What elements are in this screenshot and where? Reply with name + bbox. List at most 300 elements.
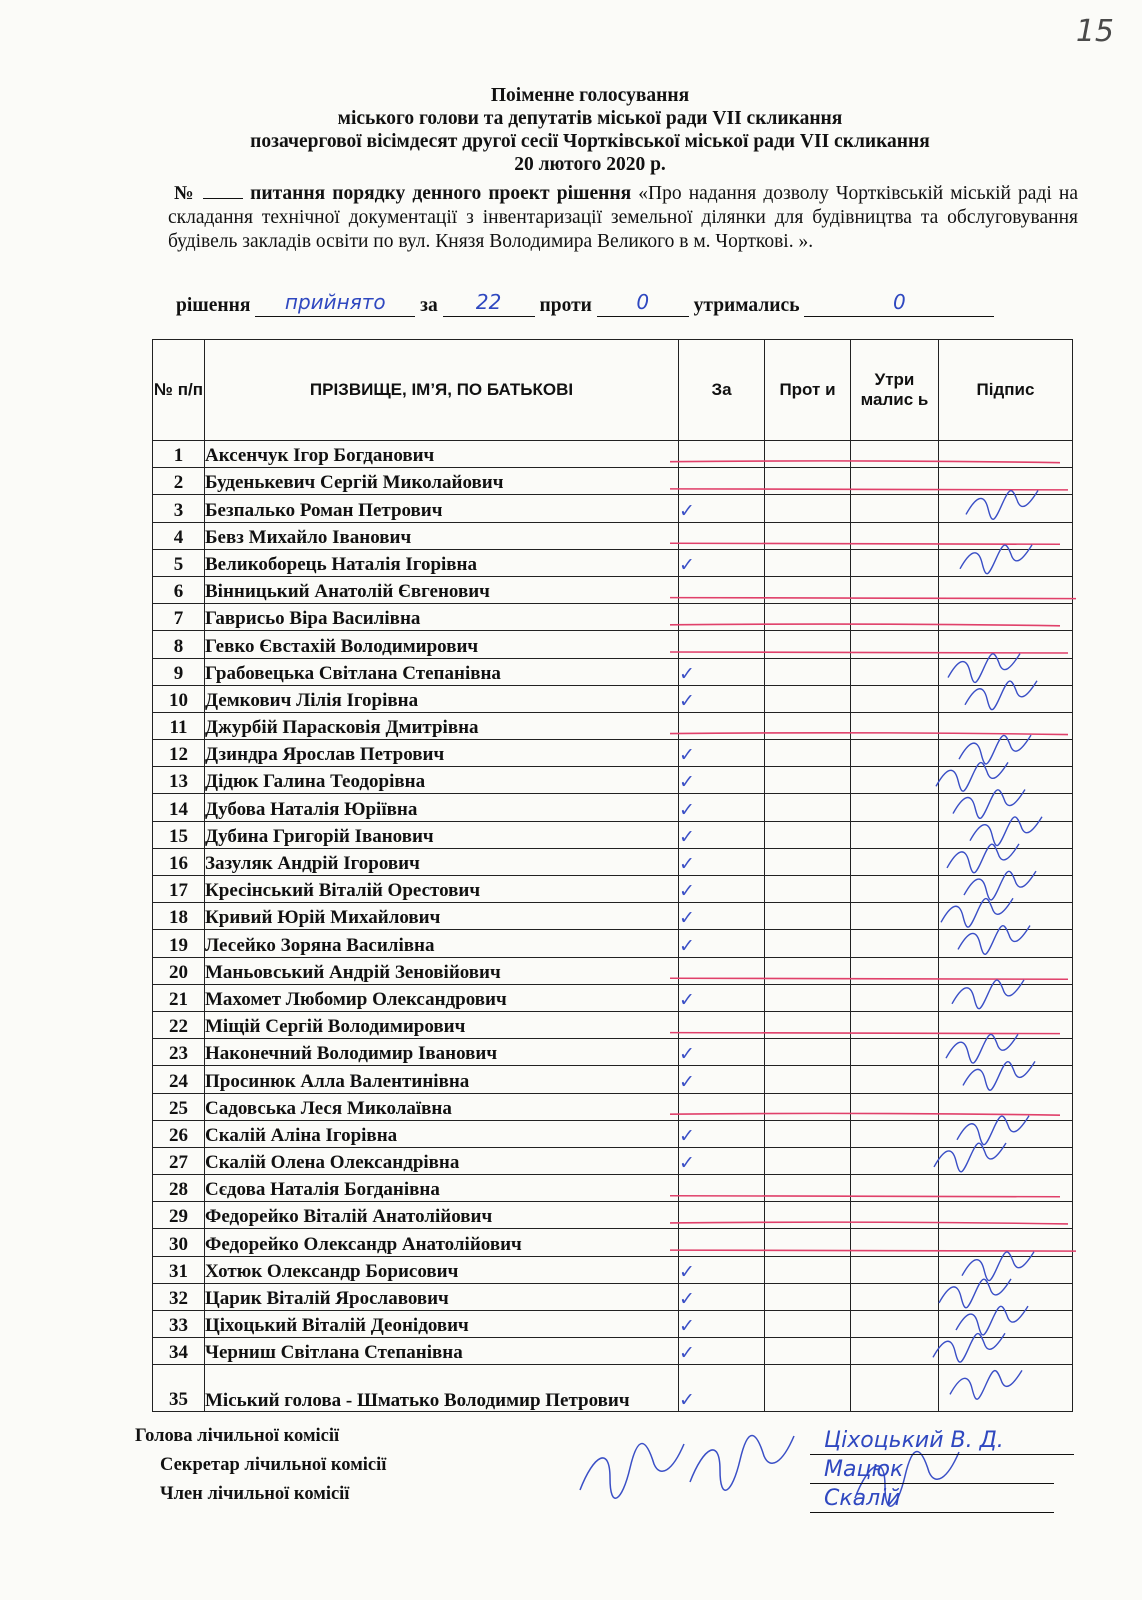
row-abstained-cell <box>851 848 939 875</box>
row-name: Садовська Леся Миколаївна <box>205 1093 679 1120</box>
table-row <box>153 1365 1073 1412</box>
row-number: 33 <box>153 1311 205 1338</box>
row-number: 28 <box>153 1175 205 1202</box>
row-abstained-cell <box>851 1338 939 1365</box>
title-line-3: позачергової вісімдесят другої сесії Чортківської міської ради VII скликання <box>250 131 930 152</box>
voting-table <box>152 339 1073 1412</box>
row-for-cell <box>679 1311 765 1338</box>
row-for-cell <box>679 631 765 658</box>
footer-chair-name: Ціхоцький В. Д. <box>810 1428 1074 1455</box>
row-abstained-cell <box>851 441 939 468</box>
row-number: 21 <box>153 984 205 1011</box>
row-name: Дзиндра Ярослав Петрович <box>205 740 679 767</box>
table-row <box>153 876 1073 903</box>
row-number: 25 <box>153 1093 205 1120</box>
row-name: Скалій Аліна Ігорівна <box>205 1120 679 1147</box>
for-value: 22 <box>443 290 535 317</box>
check-mark: ✓ <box>679 689 695 712</box>
title-line-4: 20 лютого 2020 р. <box>514 154 666 175</box>
row-number: 7 <box>153 604 205 631</box>
row-for-cell <box>679 821 765 848</box>
row-signature-cell <box>939 957 1073 984</box>
row-signature-cell <box>939 1039 1073 1066</box>
table-row <box>153 522 1073 549</box>
row-for-cell <box>679 522 765 549</box>
row-name: Аксенчук Ігор Богданович <box>205 441 679 468</box>
check-mark: ✓ <box>679 880 695 903</box>
row-against-cell <box>765 1311 851 1338</box>
row-for-cell <box>679 468 765 495</box>
row-number: 22 <box>153 1011 205 1038</box>
row-name: Бевз Михайло Іванович <box>205 522 679 549</box>
row-name: Ціхоцький Віталій Деонідович <box>205 1311 679 1338</box>
row-abstained-cell <box>851 685 939 712</box>
row-abstained-cell <box>851 903 939 930</box>
row-name: Дубова Наталія Юріївна <box>205 794 679 821</box>
row-name: Федорейко Олександр Анатолійович <box>205 1229 679 1256</box>
row-for-cell <box>679 1175 765 1202</box>
row-signature-cell <box>939 794 1073 821</box>
row-against-cell <box>765 821 851 848</box>
row-abstained-cell <box>851 821 939 848</box>
table-row <box>153 495 1073 522</box>
check-mark: ✓ <box>679 1342 695 1365</box>
row-number: 19 <box>153 930 205 957</box>
row-abstained-cell <box>851 1011 939 1038</box>
table-row <box>153 1256 1073 1283</box>
row-abstained-cell <box>851 1311 939 1338</box>
row-abstained-cell <box>851 576 939 603</box>
row-against-cell <box>765 1066 851 1093</box>
title-line-1: Поіменне голосування <box>490 85 690 106</box>
question-text: «Про надання дозволу Чортківській міській раді на складання технічної документації з інвентаризації земельної ділянки для будівництва та обслуговування будівель закладів освіти по вул. Князя Володимира Великого в м. Чорткові. ». <box>168 183 1079 252</box>
row-number: 6 <box>153 576 205 603</box>
row-signature-cell <box>939 903 1073 930</box>
row-abstained-cell <box>851 930 939 957</box>
row-number: 29 <box>153 1202 205 1229</box>
row-for-cell <box>679 957 765 984</box>
row-against-cell <box>765 712 851 739</box>
row-for-cell <box>679 767 765 794</box>
table-row <box>153 767 1073 794</box>
table-row <box>153 1311 1073 1338</box>
table-row <box>153 441 1073 468</box>
footer-secretary-name: Мацюк <box>810 1457 1054 1484</box>
row-name: Дубина Григорій Іванович <box>205 821 679 848</box>
footer-member-name: Скалій <box>810 1486 1054 1513</box>
check-mark: ✓ <box>679 1124 695 1147</box>
row-against-cell <box>765 1011 851 1038</box>
row-signature-cell <box>939 1283 1073 1310</box>
table-row <box>153 740 1073 767</box>
row-number: 34 <box>153 1338 205 1365</box>
row-name: Зазуляк Андрій Ігорович <box>205 848 679 875</box>
row-against-cell <box>765 794 851 821</box>
row-for-cell <box>679 1039 765 1066</box>
row-name: Наконечний Володимир Іванович <box>205 1039 679 1066</box>
table-row <box>153 1093 1073 1120</box>
row-abstained-cell <box>851 468 939 495</box>
table-row <box>153 1066 1073 1093</box>
check-mark: ✓ <box>679 1043 695 1066</box>
row-number: 20 <box>153 957 205 984</box>
row-name: Маньовський Андрій Зеновійович <box>205 957 679 984</box>
decision-value: прийнято <box>255 290 415 317</box>
row-for-cell <box>679 740 765 767</box>
table-row <box>153 794 1073 821</box>
row-for-cell <box>679 930 765 957</box>
row-signature-cell <box>939 1311 1073 1338</box>
row-against-cell <box>765 984 851 1011</box>
check-mark: ✓ <box>679 1315 695 1338</box>
row-abstained-cell <box>851 604 939 631</box>
row-against-cell <box>765 1039 851 1066</box>
row-number: 32 <box>153 1283 205 1310</box>
row-abstained-cell <box>851 495 939 522</box>
agenda-question <box>168 182 1078 254</box>
row-against-cell <box>765 1147 851 1174</box>
row-for-cell <box>679 876 765 903</box>
header-name: ПРІЗВИЩЕ, ІМ’Я, ПО БАТЬКОВІ <box>205 340 679 441</box>
row-against-cell <box>765 549 851 576</box>
row-number: 18 <box>153 903 205 930</box>
row-against-cell <box>765 1175 851 1202</box>
row-abstained-cell <box>851 1229 939 1256</box>
table-row <box>153 1283 1073 1310</box>
row-abstained-cell <box>851 1202 939 1229</box>
row-for-cell <box>679 495 765 522</box>
row-for-cell <box>679 1011 765 1038</box>
row-name: Царик Віталій Ярославович <box>205 1283 679 1310</box>
row-abstained-cell <box>851 549 939 576</box>
abstained-label: утримались <box>693 295 800 316</box>
row-signature-cell <box>939 1338 1073 1365</box>
row-against-cell <box>765 576 851 603</box>
check-mark: ✓ <box>679 1288 695 1310</box>
row-number: 10 <box>153 685 205 712</box>
row-signature-cell <box>939 1256 1073 1283</box>
row-name: Просинюк Алла Валентинівна <box>205 1066 679 1093</box>
table-row <box>153 576 1073 603</box>
row-for-cell <box>679 1365 765 1412</box>
row-abstained-cell <box>851 1147 939 1174</box>
row-against-cell <box>765 1283 851 1310</box>
row-for-cell <box>679 1338 765 1365</box>
row-signature-cell <box>939 712 1073 739</box>
footer-signature-scribble <box>580 1444 684 1499</box>
row-signature-cell <box>939 1093 1073 1120</box>
check-mark: ✓ <box>679 798 695 821</box>
row-signature-cell <box>939 576 1073 603</box>
row-against-cell <box>765 848 851 875</box>
table-row <box>153 658 1073 685</box>
row-against-cell <box>765 604 851 631</box>
check-mark: ✓ <box>679 988 695 1011</box>
row-for-cell <box>679 712 765 739</box>
row-against-cell <box>765 903 851 930</box>
row-name: Кривий Юрій Михайлович <box>205 903 679 930</box>
row-name: Міський голова - Шматько Володимир Петрович <box>205 1365 679 1412</box>
row-for-cell <box>679 1256 765 1283</box>
row-number: 1 <box>153 441 205 468</box>
table-row <box>153 1202 1073 1229</box>
row-against-cell <box>765 1202 851 1229</box>
row-against-cell <box>765 1256 851 1283</box>
row-name: Федорейко Віталій Анатолійович <box>205 1202 679 1229</box>
row-name: Вінницький Анатолій Євгенович <box>205 576 679 603</box>
row-number: 5 <box>153 549 205 576</box>
row-number: 24 <box>153 1066 205 1093</box>
row-number: 13 <box>153 767 205 794</box>
row-signature-cell <box>939 685 1073 712</box>
row-signature-cell <box>939 549 1073 576</box>
question-number-label: № <box>174 183 196 204</box>
row-abstained-cell <box>851 876 939 903</box>
table-row <box>153 685 1073 712</box>
row-against-cell <box>765 522 851 549</box>
against-value: 0 <box>597 290 689 317</box>
check-mark: ✓ <box>679 499 695 522</box>
footer-signature-scribble <box>690 1436 794 1491</box>
header-abstained: Утри малис ь <box>851 340 939 441</box>
check-mark: ✓ <box>679 553 695 576</box>
row-signature-cell <box>939 876 1073 903</box>
header-num: № п/п <box>153 340 205 441</box>
table-row <box>153 821 1073 848</box>
row-name: Хотюк Олександр Борисович <box>205 1256 679 1283</box>
row-number: 11 <box>153 712 205 739</box>
row-against-cell <box>765 1338 851 1365</box>
row-signature-cell <box>939 604 1073 631</box>
row-number: 30 <box>153 1229 205 1256</box>
table-row <box>153 549 1073 576</box>
row-signature-cell <box>939 1120 1073 1147</box>
document-title <box>140 84 1040 176</box>
check-mark: ✓ <box>679 744 695 767</box>
check-mark: ✓ <box>679 662 695 685</box>
row-for-cell <box>679 604 765 631</box>
row-name: Махомет Любомир Олександрович <box>205 984 679 1011</box>
table-row <box>153 1147 1073 1174</box>
row-against-cell <box>765 1229 851 1256</box>
row-number: 8 <box>153 631 205 658</box>
for-label: за <box>420 295 438 316</box>
row-abstained-cell <box>851 658 939 685</box>
row-abstained-cell <box>851 712 939 739</box>
table-row <box>153 604 1073 631</box>
decision-line <box>176 290 1076 317</box>
decision-label: рішення <box>176 295 251 316</box>
row-abstained-cell <box>851 984 939 1011</box>
row-signature-cell <box>939 522 1073 549</box>
row-number: 31 <box>153 1256 205 1283</box>
row-for-cell <box>679 576 765 603</box>
header-signature: Підпис <box>939 340 1073 441</box>
page-number: 15 <box>1075 14 1114 49</box>
row-signature-cell <box>939 740 1073 767</box>
row-name: Грабовецька Світлана Степанівна <box>205 658 679 685</box>
row-for-cell <box>679 848 765 875</box>
row-name: Сєдова Наталія Богданівна <box>205 1175 679 1202</box>
row-abstained-cell <box>851 631 939 658</box>
row-abstained-cell <box>851 1175 939 1202</box>
row-for-cell <box>679 1202 765 1229</box>
table-row <box>153 1120 1073 1147</box>
check-mark: ✓ <box>679 1389 695 1412</box>
check-mark: ✓ <box>679 771 695 794</box>
row-number: 17 <box>153 876 205 903</box>
row-signature-cell <box>939 495 1073 522</box>
table-row <box>153 1039 1073 1066</box>
row-for-cell <box>679 685 765 712</box>
row-for-cell <box>679 1093 765 1120</box>
row-signature-cell <box>939 468 1073 495</box>
row-name: Лесейко Зоряна Василівна <box>205 930 679 957</box>
row-signature-cell <box>939 1202 1073 1229</box>
row-name: Гевко Євстахій Володимирович <box>205 631 679 658</box>
table-row <box>153 903 1073 930</box>
check-mark: ✓ <box>679 907 695 930</box>
row-signature-cell <box>939 1011 1073 1038</box>
row-abstained-cell <box>851 1365 939 1412</box>
row-against-cell <box>765 631 851 658</box>
row-signature-cell <box>939 1147 1073 1174</box>
table-row <box>153 1011 1073 1038</box>
row-for-cell <box>679 1120 765 1147</box>
row-abstained-cell <box>851 522 939 549</box>
question-number-blank <box>203 184 243 199</box>
row-abstained-cell <box>851 740 939 767</box>
row-for-cell <box>679 1147 765 1174</box>
row-against-cell <box>765 740 851 767</box>
table-body <box>153 441 1073 1412</box>
row-against-cell <box>765 767 851 794</box>
row-for-cell <box>679 441 765 468</box>
check-mark: ✓ <box>679 1260 695 1283</box>
row-number: 4 <box>153 522 205 549</box>
row-against-cell <box>765 930 851 957</box>
row-abstained-cell <box>851 1093 939 1120</box>
row-for-cell <box>679 794 765 821</box>
row-abstained-cell <box>851 1120 939 1147</box>
row-against-cell <box>765 658 851 685</box>
row-against-cell <box>765 1365 851 1412</box>
row-name: Черниш Світлана Степанівна <box>205 1338 679 1365</box>
row-signature-cell <box>939 767 1073 794</box>
row-number: 15 <box>153 821 205 848</box>
row-name: Дідюк Галина Теодорівна <box>205 767 679 794</box>
row-signature-cell <box>939 1175 1073 1202</box>
table-header-row <box>153 340 1073 441</box>
question-label: питання порядку денного проект рішення <box>250 183 632 204</box>
row-against-cell <box>765 441 851 468</box>
check-mark: ✓ <box>679 1070 695 1093</box>
table-row <box>153 930 1073 957</box>
row-name: Буденькевич Сергій Миколайович <box>205 468 679 495</box>
check-mark: ✓ <box>679 1152 695 1175</box>
row-name: Безпалько Роман Петрович <box>205 495 679 522</box>
row-against-cell <box>765 876 851 903</box>
row-signature-cell <box>939 631 1073 658</box>
table-row <box>153 1229 1073 1256</box>
row-signature-cell <box>939 1229 1073 1256</box>
row-signature-cell <box>939 984 1073 1011</box>
row-abstained-cell <box>851 957 939 984</box>
row-name: Гаврисьо Віра Василівна <box>205 604 679 631</box>
table-row <box>153 712 1073 739</box>
row-for-cell <box>679 903 765 930</box>
footer-chair-label: Голова лічильної комісії <box>135 1426 340 1446</box>
table-row <box>153 848 1073 875</box>
row-for-cell <box>679 1066 765 1093</box>
row-signature-cell <box>939 821 1073 848</box>
row-name: Скалій Олена Олександрівна <box>205 1147 679 1174</box>
row-for-cell <box>679 984 765 1011</box>
row-signature-cell <box>939 441 1073 468</box>
row-name: Кресінський Віталій Орестович <box>205 876 679 903</box>
against-label: проти <box>539 295 592 316</box>
row-abstained-cell <box>851 1256 939 1283</box>
row-abstained-cell <box>851 794 939 821</box>
table-row <box>153 631 1073 658</box>
row-abstained-cell <box>851 1039 939 1066</box>
row-number: 2 <box>153 468 205 495</box>
row-name: Великоборець Наталія Ігорівна <box>205 549 679 576</box>
row-abstained-cell <box>851 1283 939 1310</box>
row-name: Демкович Лілія Ігорівна <box>205 685 679 712</box>
row-number: 23 <box>153 1039 205 1066</box>
row-for-cell <box>679 1229 765 1256</box>
row-for-cell <box>679 1283 765 1310</box>
row-abstained-cell <box>851 767 939 794</box>
row-for-cell <box>679 658 765 685</box>
table-row <box>153 984 1073 1011</box>
row-number: 9 <box>153 658 205 685</box>
row-signature-cell <box>939 930 1073 957</box>
check-mark: ✓ <box>679 853 695 875</box>
row-against-cell <box>765 1093 851 1120</box>
row-abstained-cell <box>851 1066 939 1093</box>
row-against-cell <box>765 495 851 522</box>
row-signature-cell <box>939 658 1073 685</box>
row-name: Міщій Сергій Володимирович <box>205 1011 679 1038</box>
footer-secretary-label: Секретар лічильної комісії <box>160 1455 387 1475</box>
row-signature-cell <box>939 848 1073 875</box>
row-against-cell <box>765 957 851 984</box>
header-for: За <box>679 340 765 441</box>
abstained-value: 0 <box>804 290 994 317</box>
row-number: 14 <box>153 794 205 821</box>
footer-member-label: Член лічильної комісії <box>160 1484 350 1504</box>
check-mark: ✓ <box>679 934 695 957</box>
row-number: 16 <box>153 848 205 875</box>
row-against-cell <box>765 1120 851 1147</box>
check-mark: ✓ <box>679 825 695 848</box>
row-signature-cell <box>939 1365 1073 1412</box>
row-number: 35 <box>153 1365 205 1412</box>
row-against-cell <box>765 468 851 495</box>
row-number: 27 <box>153 1147 205 1174</box>
table-row <box>153 1338 1073 1365</box>
row-signature-cell <box>939 1066 1073 1093</box>
table-row <box>153 1175 1073 1202</box>
title-line-2: міського голови та депутатів міської ради VII скликання <box>337 108 843 129</box>
table-row <box>153 957 1073 984</box>
row-for-cell <box>679 549 765 576</box>
table-row <box>153 468 1073 495</box>
header-against: Прот и <box>765 340 851 441</box>
row-number: 26 <box>153 1120 205 1147</box>
